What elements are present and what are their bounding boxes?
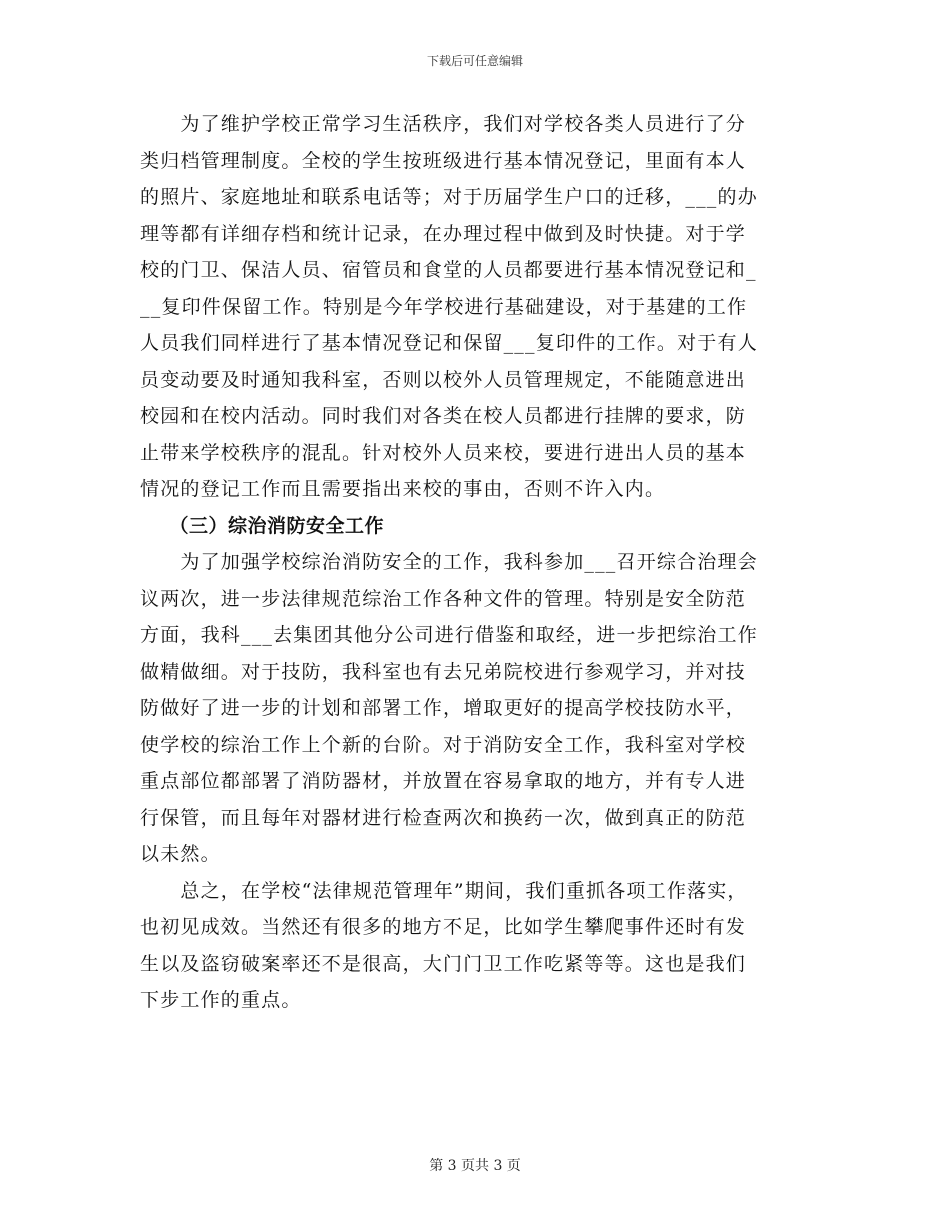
paragraph-line: 为了加强学校综治消防安全的工作，我科参加___召开综合治理会 <box>140 551 758 573</box>
paragraph-line: 为了维护学校正常学习生活秩序，我们对学校各类人员进行了分 <box>140 113 747 135</box>
paragraph-line: 重点部位都部署了消防器材，并放置在容易拿取的地方，并有专人进 <box>140 770 747 792</box>
paragraph-line: 生以及盗窃破案率还不是很高，大门门卫工作吃紧等等。这也是我们 <box>140 952 747 975</box>
paragraph-line: 以未然。 <box>140 843 221 865</box>
page-header: 下载后可任意编辑 <box>426 54 523 68</box>
paragraph-line: 类归档管理制度。全校的学生按班级进行基本情况登记，里面有本人 <box>140 149 747 172</box>
section-heading: （三）综治消防安全工作 <box>140 514 385 537</box>
paragraph-line: 总之，在学校“法律规范管理年”期间，我们重抓各项工作落实， <box>140 879 748 902</box>
paragraph-line: 校的门卫、保洁人员、宿管员和食堂的人员都要进行基本情况登记和_ <box>140 259 757 281</box>
paragraph-line: 也初见成效。当然还有很多的地方不足，比如学生攀爬事件还时有发 <box>140 916 747 938</box>
paragraph-line: 方面，我科___去集团其他分公司进行借鉴和取经，进一步把综治工作 <box>140 624 758 646</box>
document-body <box>140 106 808 1019</box>
paragraph-line: 做精做细。对于技防，我科室也有去兄弟院校进行参观学习，并对技 <box>140 660 747 683</box>
paragraph-line: __复印件保留工作。特别是今年学校进行基础建设，对于基建的工作 <box>140 295 748 318</box>
paragraph-line: 员变动要及时通知我科室，否则以校外人员管理规定，不能随意进出 <box>140 368 747 391</box>
paragraph-line: 防做好了进一步的计划和部署工作，增取更好的提高学校技防水平， <box>140 697 747 719</box>
page-number: 第 3 页共 3 页 <box>429 1158 521 1174</box>
paragraph-line: 理等都有详细存档和统计记录，在办理过程中做到及时快捷。对于学 <box>140 222 747 245</box>
paragraph-line: 行保管，而且每年对器材进行检查两次和换药一次，做到真正的防范 <box>140 806 747 829</box>
paragraph-line: 人员我们同样进行了基本情况登记和保留___复印件的工作。对于有人 <box>140 332 758 354</box>
paragraph-line: 校园和在校内活动。同时我们对各类在校人员都进行挂牌的要求，防 <box>140 405 747 427</box>
paragraph-line: 止带来学校秩序的混乱。针对校外人员来校，要进行进出人员的基本 <box>140 441 747 464</box>
paragraph-line: 下步工作的重点。 <box>140 989 302 1011</box>
paragraph-line: 使学校的综治工作上个新的台阶。对于消防安全工作，我科室对学校 <box>140 733 747 756</box>
paragraph-line: 情况的登记工作而且需要指出来校的事由，否则不许入内。 <box>140 478 666 500</box>
paragraph-line: 议两次，进一步法律规范综治工作各种文件的管理。特别是安全防范 <box>140 587 747 610</box>
paragraph-line: 的照片、家庭地址和联系电话等；对于历届学生户口的迁移，___的办 <box>140 186 758 208</box>
